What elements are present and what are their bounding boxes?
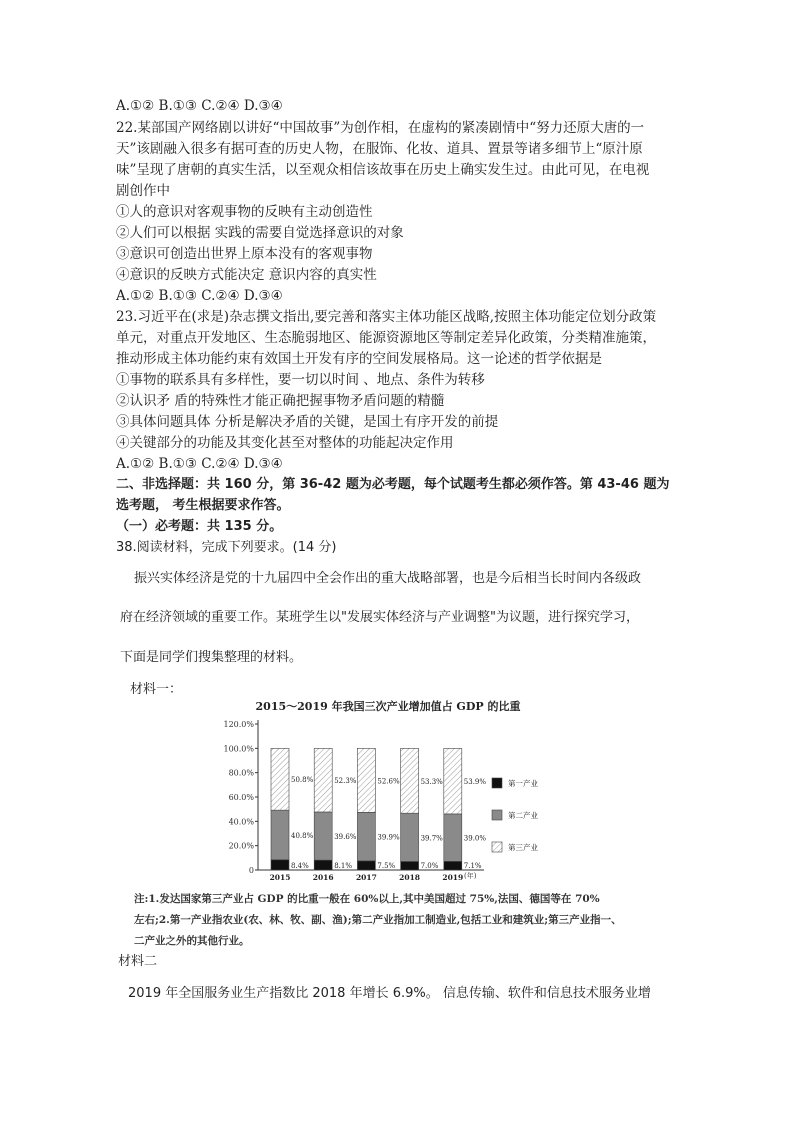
q22-options: A.①② B.①③ C.②④ D.③④ <box>116 288 283 304</box>
data-label: 7.0% <box>420 862 439 870</box>
y-tick-label: 100.0% <box>223 744 254 754</box>
y-tick-label: 120.0% <box>223 720 254 729</box>
data-label: 52.3% <box>334 777 357 786</box>
legend-swatch <box>492 778 502 788</box>
y-tick-label: 20.0% <box>228 841 254 851</box>
chart-note-line-2: 左右;2.第一产业指农业(农、林、牧、副、渔);第二产业指加工制造业,包括工业和建筑业;第三产业指一、 <box>134 914 622 926</box>
section2-heading-line-2: 选考题， 考生根据要求作答。 <box>116 498 290 513</box>
bar-segment-3 <box>314 748 332 812</box>
legend-label: 第三产业 <box>508 843 538 852</box>
q22-stem-line-1: 22.某部国产网络剧以讲好“中国故事”为创作相，在虚构的紧凑剧情中“努力还原大唐的一 <box>116 120 645 136</box>
q23-choice-1: ①事物的联系具有多样性，要一切以时间 、地点、条件为转移 <box>116 372 485 388</box>
bar-segment-1 <box>444 861 462 870</box>
x-tick-label: 2015 <box>269 873 291 882</box>
data-label: 39.6% <box>334 833 357 842</box>
q23-choice-4: ④关键部分的功能及其变化甚至对整体的功能起决定作用 <box>116 435 454 451</box>
q22-choice-4: ④意识的反映方式能决定 意识内容的真实性 <box>116 267 377 283</box>
q38-stem: 38.阅读材料，完成下列要求。(14 分) <box>116 540 337 555</box>
y-tick-label: 60.0% <box>228 793 254 802</box>
data-label: 52.6% <box>377 777 400 786</box>
bar-segment-2 <box>314 812 332 860</box>
section2-heading-line-1: 二、非选择题：共 160 分，第 36-42 题为必考题，每个试题考生都必须作答。第 43-46 题为 <box>116 477 670 492</box>
legend-swatch <box>492 842 502 852</box>
q38-intro-line-3: 下面是同学们搜集整理的材料。 <box>120 650 303 665</box>
q23-choice-3: ③具体问题具体 分析是解决矛盾的关键，是国土有序开发的前提 <box>116 414 499 430</box>
q38-intro-line-1: 振兴实体经济是党的十九届四中全会作出的重大战略部署，也是今后相当长时间内各级政 <box>134 571 642 586</box>
x-unit-label: (年) <box>464 872 477 880</box>
bar-segment-3 <box>444 748 462 814</box>
chart-note-line-1: 注:1.发达国家第三产业占 GDP 的比重一般在 60%以上,其中美国超过 75%,法国、德国等在 70% <box>134 893 600 905</box>
legend-label: 第二产业 <box>508 811 538 820</box>
bar-segment-1 <box>271 860 289 870</box>
data-label: 39.9% <box>377 833 400 842</box>
data-label: 50.8% <box>291 776 314 785</box>
legend-label: 第一产业 <box>508 779 538 788</box>
data-label: 53.9% <box>463 778 487 787</box>
material1-label: 材料一： <box>130 682 183 697</box>
q22-stem-line-3: 味”呈现了唐朝的真实生活，以至观众相信该故事在历史上确实发生过。由此可见，在电视 <box>116 162 650 178</box>
bar-segment-3 <box>271 748 289 810</box>
q21-options: A.①② B.①③ C.②④ D.③④ <box>116 98 283 114</box>
data-label: 8.1% <box>334 862 352 870</box>
material2-text: 2019 年全国服务业生产指数比 2018 年增长 6.9%。 信息传输、软件和信息技术服务业增 <box>128 986 651 1001</box>
bar-segment-1 <box>314 860 332 870</box>
data-label: 53.3% <box>420 777 443 786</box>
data-label: 7.1% <box>463 862 482 870</box>
data-label: 8.4% <box>291 862 309 870</box>
y-tick-label: 40.0% <box>228 817 254 827</box>
data-label: 39.7% <box>420 834 443 843</box>
data-label: 40.8% <box>291 831 314 840</box>
bar-segment-1 <box>401 861 419 870</box>
bar-segment-2 <box>271 810 289 860</box>
q23-choice-2: ②认识矛 盾的特殊性才能正确把握事物矛盾问题的精髓 <box>116 393 445 409</box>
bar-segment-1 <box>357 861 375 870</box>
data-label: 7.5% <box>377 862 396 870</box>
bar-segment-3 <box>357 748 375 812</box>
y-tick-label: 0 <box>248 866 254 875</box>
bar-segment-2 <box>401 813 419 861</box>
legend-swatch <box>492 810 502 820</box>
material2-label: 材料二 <box>118 954 158 969</box>
industry-share-chart <box>222 692 562 882</box>
q23-stem-line-2: 单元，对重点开发地区、生态脆弱地区、能源资源地区等制定差异化政策，分类精准施策， <box>116 330 656 346</box>
chart-note-line-3: 二产业之外的其他行业。 <box>134 935 250 947</box>
y-tick-label: 80.0% <box>228 768 254 778</box>
bar-segment-2 <box>444 814 462 861</box>
bar-segment-3 <box>401 748 419 813</box>
x-tick-label: 2019 <box>442 873 464 882</box>
data-label: 39.0% <box>463 834 487 843</box>
q22-choice-1: ①人的意识对客观事物的反映有主动创造性 <box>116 204 373 220</box>
q22-stem-line-4: 剧创作中 <box>116 183 170 199</box>
q22-choice-2: ②人们可以根据 实践的需要自觉选择意识的对象 <box>116 225 404 241</box>
q23-options: A.①② B.①③ C.②④ D.③④ <box>116 456 283 472</box>
bar-segment-2 <box>357 812 375 861</box>
x-tick-label: 2018 <box>399 873 421 882</box>
q23-stem-line-3: 推动形成主体功能约束有效国土开发有序的空间发展格局。这一论述的哲学依据是 <box>116 351 602 367</box>
q22-stem-line-2: 天”该剧融入很多有据可查的历史人物，在服饰、化妆、道具、置景等诸多细节上“原汁原 <box>116 141 643 157</box>
section2-subheading: （一）必考题：共 135 分。 <box>116 519 283 534</box>
x-tick-label: 2017 <box>355 873 377 882</box>
q23-stem-line-1: 23.习近平在(求是)杂志撰文指出,要完善和落实主体功能区战略,按照主体功能定位划分政策 <box>116 309 657 325</box>
q38-intro-line-2: 府在经济领域的重要工作。某班学生以"发展实体经济与产业调整"为议题，进行探究学习， <box>120 610 639 625</box>
q22-choice-3: ③意识可创造出世界上原本没有的客观事物 <box>116 246 373 262</box>
chart-title: 2015～2019 年我国三次产业增加值占 GDP 的比重 <box>255 700 521 713</box>
x-tick-label: 2016 <box>312 873 334 882</box>
